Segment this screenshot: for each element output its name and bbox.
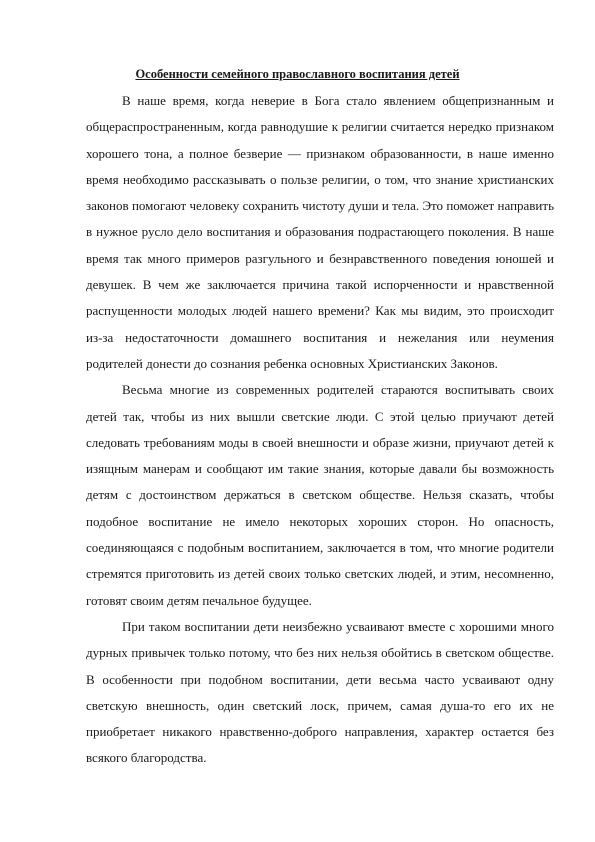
paragraph-2: Весьма многие из современных родителей стараются воспитывать своих детей так, чтобы из них вышли светские люди. С этой целью приучают детей следовать требованиям моды в своей внешности и образе жизни, приучают детей к изящным манерам и сообщают им такие знания, которые давали бы возможность детям с достоинством держаться в светском обществе. Нельзя сказать, чтобы подобное воспитание не имело некоторых хороших сторон. Но опасность, соединяющаяся с подобным воспитанием, заключается в том, что многие родители стремятся приготовить из детей своих только светских людей, и этим, несомненно, готовят своим детям печальное будущее. xyxy=(86,382,554,608)
paragraph-1: В наше время, когда неверие в Бога стало явлением общепризнанным и общераспространенным, когда равнодушие к религии считается нередко признаком хорошего тона, а полное безверие — признаком образованности, в наше именно время необходимо рассказывать о пользе религии, о том, что знание христианских законов помогают человеку сохранить чистоту души и тела. Это поможет направить в нужное русло дело воспитания и образования подрастающего поколения. В наше время так много примеров разгульного и безнравственного поведения юношей и девушек. В чем же заключается причина такой испорченности и нравственной распущенности молодых людей нашего времени? Как мы видим, это происходит из-за недостаточности домашнего воспитания и нежелания или неумения родителей донести до сознания ребенка основных Христианских Законов. xyxy=(86,93,554,371)
document-body xyxy=(86,88,554,772)
paragraph-3: При таком воспитании дети неизбежно усваивают вместе с хорошими много дурных привычек только потому, что без них нельзя обойтись в светском обществе. В особенности при подобном воспитании, дети весьма часто усваивают одну светскую внешность, один светский лоск, причем, самая душа-то его их не приобретает никакого нравственно-доброго направления, характер остается без всякого благородства. xyxy=(86,618,554,766)
document-title: Особенности семейного православного воспитания детей xyxy=(135,67,460,81)
